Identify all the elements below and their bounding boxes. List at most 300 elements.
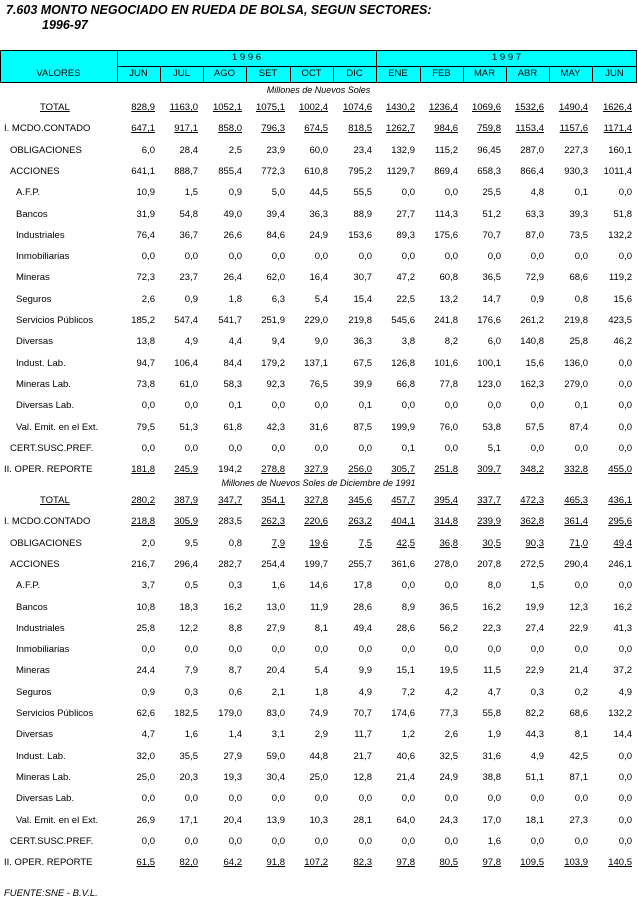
table-cell: 89,3 [396, 229, 415, 241]
table-cell: 3,1 [271, 729, 285, 741]
table-cell: 0,0 [574, 442, 588, 454]
table-cell: 0,0 [314, 793, 328, 805]
table-cell: 64,2 [223, 857, 242, 869]
table-cell: 55,8 [482, 708, 501, 719]
table-cell: 32,5 [439, 750, 458, 762]
table-cell: 0,0 [401, 793, 415, 805]
table-cell: 280,2 [131, 495, 155, 506]
table-cell: 229,0 [304, 315, 328, 326]
table-cell: 2,6 [141, 293, 155, 305]
table-cell: 0,0 [271, 251, 285, 263]
table-cell: 44,5 [309, 187, 328, 199]
table-cell: 36,3 [309, 208, 328, 220]
header-month: JUN [605, 68, 624, 79]
table-cell: 1,5 [530, 580, 544, 592]
table-cell: 361,4 [564, 516, 588, 528]
table-cell: 115,2 [434, 144, 458, 156]
table-cell: 14,4 [613, 729, 632, 741]
table-cell: 261,2 [520, 315, 544, 326]
table-cell: 869,4 [434, 165, 458, 177]
table-cell: 126,8 [391, 357, 415, 369]
table-cell: 296,4 [174, 558, 198, 570]
table-cell: 60,8 [439, 272, 458, 284]
table-cell: 858,0 [218, 123, 242, 135]
table-cell: 0,0 [487, 644, 501, 656]
table-cell: 28,4 [179, 144, 198, 156]
table-cell: 0,9 [228, 187, 242, 199]
table-cell: 4,9 [184, 336, 198, 348]
table-cell: 647,1 [131, 123, 155, 135]
table-cell: 239,9 [477, 516, 501, 528]
table-cell: 251,8 [434, 464, 458, 476]
row-label: Mineras [16, 272, 50, 284]
table-cell: 123,0 [477, 378, 501, 390]
table-cell: 0,0 [358, 793, 372, 805]
table-cell: 220,6 [304, 516, 328, 528]
table-cell: 855,4 [218, 165, 242, 177]
table-cell: 107,2 [304, 857, 328, 869]
table-cell: 87,4 [569, 421, 588, 433]
table-cell: 63,3 [525, 208, 544, 220]
table-cell: 0,0 [271, 442, 285, 454]
table-cell: 404,1 [391, 516, 415, 528]
table-cell: 13,9 [266, 814, 285, 826]
table-cell: 0,0 [228, 793, 242, 805]
table-cell: 0,0 [574, 835, 588, 847]
row-label: Mineras Lab. [16, 771, 71, 783]
table-cell: 2,0 [141, 537, 155, 549]
table-cell: 11,5 [483, 665, 501, 677]
table-cell: 5,4 [314, 293, 328, 305]
table-cell: 2,1 [271, 686, 285, 698]
row-label: Bancos [16, 208, 48, 220]
table-cell: 1,6 [184, 729, 198, 741]
row-label: Industriales [16, 622, 65, 634]
table-cell: 1,6 [487, 835, 501, 847]
table-cell: 68,6 [569, 708, 588, 719]
table-cell: 0,8 [228, 537, 242, 549]
table-cell: 0,0 [228, 442, 242, 454]
table-cell: 27,7 [396, 208, 415, 220]
page-subtitle: 1996-97 [42, 18, 88, 32]
table-cell: 0,0 [141, 793, 155, 805]
table-cell: 0,0 [314, 835, 328, 847]
table-cell: 436,1 [608, 495, 632, 506]
table-cell: 66,8 [396, 378, 415, 390]
row-label: Industriales [16, 229, 65, 241]
table-cell: 1,6 [271, 580, 285, 592]
table-cell: 4,7 [487, 686, 501, 698]
table-cell: 74,9 [309, 708, 328, 719]
table-cell: 23,4 [353, 144, 372, 156]
table-cell: 1430,2 [385, 102, 415, 113]
table-cell: 0,0 [271, 644, 285, 656]
table-cell: 82,3 [353, 857, 372, 869]
table-cell: 0,0 [271, 835, 285, 847]
table-cell: 97,8 [396, 857, 415, 869]
table-cell: 32,0 [136, 750, 155, 762]
table-cell: 11,9 [310, 601, 328, 613]
table-cell: 327,9 [304, 464, 328, 476]
table-cell: 24,4 [136, 665, 155, 677]
table-cell: 2,5 [228, 144, 242, 156]
table-cell: 49,4 [613, 537, 632, 549]
table-cell: 0,1 [228, 400, 242, 412]
table-cell: 22,9 [569, 622, 588, 634]
table-cell: 8,2 [444, 336, 458, 348]
table-cell: 256,0 [348, 464, 372, 476]
table-cell: 114,3 [434, 208, 458, 220]
table-cell: 255,7 [348, 558, 372, 570]
table-cell: 3,8 [401, 336, 415, 348]
table-cell: 0,0 [184, 251, 198, 263]
table-cell: 15,6 [525, 357, 544, 369]
row-label: A.F.P. [16, 187, 41, 199]
table-cell: 7,9 [184, 665, 198, 677]
table-cell: 287,0 [520, 144, 544, 156]
table-cell: 5,1 [487, 442, 501, 454]
table-cell: 26,6 [223, 229, 242, 241]
table-cell: 0,0 [444, 251, 458, 263]
table-cell: 0,0 [530, 400, 544, 412]
table-cell: 0,0 [618, 835, 632, 847]
table-cell: 16,2 [613, 601, 632, 613]
table-cell: 20,3 [179, 771, 198, 783]
table-cell: 1236,4 [428, 102, 458, 113]
table-cell: 24,9 [309, 229, 328, 241]
table-row [0, 294, 637, 308]
table-cell: 0,0 [618, 442, 632, 454]
table-cell: 185,2 [131, 315, 155, 326]
table-row [0, 251, 637, 265]
table-row [0, 400, 637, 414]
table-cell: 31,6 [482, 750, 501, 762]
table-cell: 387,9 [174, 495, 198, 506]
table-cell: 132,2 [608, 708, 632, 719]
table-cell: 246,1 [608, 558, 632, 570]
table-row [0, 623, 637, 637]
table-cell: 51,2 [482, 208, 501, 220]
row-label: OBLIGACIONES [10, 537, 82, 549]
table-cell: 21,4 [569, 665, 588, 677]
table-cell: 0,0 [530, 793, 544, 805]
header-month: MAR [473, 68, 496, 79]
table-cell: 0,9 [184, 293, 198, 305]
table-cell: 87,5 [353, 421, 372, 433]
table-cell: 31,9 [136, 208, 155, 220]
table-cell: 2,6 [444, 729, 458, 741]
table-cell: 96,45 [477, 144, 501, 156]
table-cell: 25,0 [136, 771, 155, 783]
table-cell: 0,0 [314, 400, 328, 412]
table-row [0, 336, 637, 350]
table-cell: 88,9 [353, 208, 372, 220]
header-valores: VALORES [36, 68, 81, 79]
table-cell: 24,3 [439, 814, 458, 826]
table-cell: 9,0 [314, 336, 328, 348]
table-cell: 0,0 [358, 442, 372, 454]
table-cell: 30,4 [266, 771, 285, 783]
table-cell: 465,3 [564, 495, 588, 506]
table-row [0, 815, 637, 829]
row-label: CERT.SUSC.PREF. [10, 442, 94, 454]
table-cell: 0,0 [184, 400, 198, 412]
table-cell: 0,0 [401, 187, 415, 199]
table-cell: 1490,4 [558, 102, 588, 113]
row-label: Mineras [16, 665, 50, 677]
table-row [0, 772, 637, 786]
table-cell: 11,7 [354, 729, 372, 741]
table-cell: 9,9 [358, 665, 372, 677]
table-cell: 1,4 [228, 729, 242, 741]
table-cell: 15,4 [353, 293, 372, 305]
table-cell: 36,8 [439, 537, 458, 549]
table-row [0, 166, 637, 180]
table-cell: 0,0 [574, 580, 588, 592]
table-cell: 27,9 [266, 622, 285, 634]
table-cell: 262,3 [261, 516, 285, 528]
table-cell: 641,1 [131, 165, 155, 177]
table-cell: 888,7 [174, 165, 198, 177]
table-cell: 162,3 [520, 378, 544, 390]
table-cell: 37,2 [613, 665, 632, 677]
table-row [0, 559, 637, 573]
table-cell: 1,9 [487, 729, 501, 741]
table-cell: 348,2 [520, 464, 544, 476]
table-cell: 22,5 [396, 293, 415, 305]
table-cell: 0,0 [530, 835, 544, 847]
table-cell: 295,6 [608, 516, 632, 528]
table-cell: 25,5 [482, 187, 501, 199]
table-cell: 0,0 [618, 421, 632, 433]
table-cell: 0,0 [444, 580, 458, 592]
table-cell: 199,7 [304, 558, 328, 570]
table-cell: 327,8 [304, 495, 328, 506]
table-cell: 70,7 [353, 708, 372, 719]
table-cell: 21,4 [396, 771, 415, 783]
table-cell: 1626,4 [602, 102, 632, 113]
table-row [0, 580, 637, 594]
table-cell: 0,0 [487, 400, 501, 412]
table-cell: 64,0 [396, 814, 415, 826]
row-label: Diversas [16, 729, 53, 741]
table-cell: 305,7 [391, 464, 415, 476]
page-title: 7.603 MONTO NEGOCIADO EN RUEDA DE BOLSA, SEGUN SECTORES: [6, 3, 432, 17]
table-cell: 0,5 [184, 580, 198, 592]
table-cell: 1532,6 [514, 102, 544, 113]
header-year-1997: 1 9 9 7 [491, 52, 522, 63]
table-row [0, 464, 637, 478]
table-cell: 0,0 [228, 835, 242, 847]
table-cell: 16,2 [223, 601, 242, 613]
table-cell: 263,2 [348, 516, 372, 528]
table-cell: 4,9 [618, 686, 632, 698]
table-row [0, 443, 637, 457]
table-cell: 0,0 [141, 251, 155, 263]
table-cell: 0,0 [401, 835, 415, 847]
table-cell: 8,7 [228, 665, 242, 677]
table-cell: 0,9 [530, 293, 544, 305]
table-cell: 17,8 [353, 580, 372, 592]
table-row [0, 379, 637, 393]
table-cell: 241,8 [434, 315, 458, 326]
table-cell: 119,2 [608, 272, 632, 284]
table-cell: 0,0 [141, 400, 155, 412]
table-cell: 10,8 [136, 601, 155, 613]
table-row [0, 644, 637, 658]
table-cell: 7,5 [358, 537, 372, 549]
table-cell: 1,8 [228, 293, 242, 305]
table-cell: 345,6 [348, 495, 372, 506]
table-cell: 72,9 [525, 272, 544, 284]
table-cell: 60,0 [309, 144, 328, 156]
table-cell: 0,0 [618, 644, 632, 656]
table-cell: 0,0 [271, 400, 285, 412]
row-label: I. MCDO.CONTADO [4, 516, 91, 528]
table-cell: 53,8 [482, 421, 501, 433]
table-cell: 1171,4 [603, 123, 632, 135]
row-label: CERT.SUSC.PREF. [10, 835, 94, 847]
table-cell: 4,9 [358, 686, 372, 698]
table-row [0, 708, 637, 722]
table-cell: 5,4 [314, 665, 328, 677]
table-cell: 658,3 [477, 165, 501, 177]
header-month: ABR [517, 68, 538, 79]
row-label: OBLIGACIONES [10, 144, 82, 156]
table-cell: 26,9 [136, 814, 155, 826]
table-cell: 16,4 [309, 272, 328, 284]
table-header [0, 50, 637, 83]
table-cell: 87,1 [569, 771, 588, 783]
table-cell: 70,7 [482, 229, 501, 241]
table-cell: 0,0 [444, 793, 458, 805]
table-cell: 49,0 [223, 208, 242, 220]
table-cell: 140,8 [520, 336, 544, 348]
row-label: ACCIONES [10, 165, 60, 177]
table-cell: 272,5 [520, 558, 544, 570]
table-cell: 76,0 [439, 421, 458, 433]
table-cell: 0,0 [314, 644, 328, 656]
table-cell: 42,3 [266, 421, 285, 433]
table-cell: 4,8 [530, 187, 544, 199]
table-cell: 62,6 [136, 708, 155, 719]
table-cell: 0,0 [401, 251, 415, 263]
table-cell: 0,0 [618, 793, 632, 805]
table-cell: 61,0 [179, 378, 198, 390]
table-cell: 361,6 [391, 558, 415, 570]
table-cell: 54,8 [179, 208, 198, 220]
table-cell: 0,0 [444, 644, 458, 656]
table-cell: 57,5 [525, 421, 544, 433]
table-cell: 23,9 [266, 144, 285, 156]
table-cell: 795,2 [348, 165, 372, 177]
table-cell: 132,2 [608, 229, 632, 241]
table-cell: 1,8 [314, 686, 328, 698]
table-cell: 20,4 [223, 814, 242, 826]
table-cell: 41,3 [613, 622, 632, 634]
table-cell: 109,5 [520, 857, 544, 869]
table-cell: 0,0 [444, 442, 458, 454]
table-cell: 44,3 [525, 729, 544, 741]
table-cell: 5,0 [271, 187, 285, 199]
table-cell: 0,0 [574, 251, 588, 263]
row-label: Seguros [16, 686, 52, 698]
table-cell: 16,2 [482, 601, 501, 613]
table-cell: 0,0 [574, 793, 588, 805]
table-cell: 77,8 [439, 378, 458, 390]
table-cell: 76,5 [309, 378, 328, 390]
table-cell: 59,0 [266, 750, 285, 762]
table-cell: 917,1 [174, 123, 198, 135]
table-cell: 0,0 [184, 835, 198, 847]
table-cell: 13,0 [266, 601, 285, 613]
table-cell: 8,8 [228, 622, 242, 634]
table-cell: 140,5 [608, 857, 632, 869]
table-cell: 219,8 [564, 315, 588, 326]
table-row [0, 836, 637, 850]
table-cell: 0,0 [444, 187, 458, 199]
table-cell: 1163,0 [169, 102, 198, 113]
table-cell: 8,9 [401, 601, 415, 613]
table-cell: 251,9 [261, 315, 285, 326]
table-cell: 362,8 [520, 516, 544, 528]
table-cell: 0,0 [487, 793, 501, 805]
table-cell: 8,0 [487, 580, 501, 592]
table-cell: 290,4 [564, 558, 588, 570]
table-cell: 27,9 [223, 750, 242, 762]
table-cell: 930,3 [564, 165, 588, 177]
table-cell: 347,7 [218, 495, 242, 506]
table-cell: 0,0 [228, 251, 242, 263]
table-cell: 71,0 [569, 537, 588, 549]
table-cell: 72,3 [136, 272, 155, 284]
table-cell: 0,1 [574, 400, 588, 412]
table-cell: 27,4 [525, 622, 544, 634]
table-cell: 0,0 [574, 644, 588, 656]
table-cell: 10,9 [136, 187, 155, 199]
table-cell: 0,0 [141, 442, 155, 454]
table-cell: 0,3 [530, 686, 544, 698]
table-cell: 36,3 [353, 336, 372, 348]
table-cell: 94,7 [136, 357, 155, 369]
table-cell: 14,6 [309, 580, 328, 592]
table-cell: 39,3 [569, 208, 588, 220]
table-cell: 0,0 [271, 793, 285, 805]
header-month: ENE [388, 68, 408, 79]
table-cell: 76,4 [136, 229, 155, 241]
table-row [0, 102, 637, 116]
table-cell: 541,7 [218, 315, 242, 326]
table-cell: 227,3 [564, 144, 588, 156]
table-cell: 137,1 [304, 357, 328, 369]
table-cell: 610,8 [304, 165, 328, 177]
table-cell: 0,0 [228, 644, 242, 656]
table-row [0, 751, 637, 765]
table-cell: 354,1 [261, 495, 285, 506]
table-cell: 36,5 [482, 272, 501, 284]
table-cell: 0,0 [530, 442, 544, 454]
row-label: TOTAL [40, 495, 70, 506]
table-cell: 42,5 [396, 537, 415, 549]
table-cell: 772,3 [261, 165, 285, 177]
table-cell: 49,4 [353, 622, 372, 634]
table-row [0, 495, 637, 509]
table-cell: 1011,4 [603, 165, 632, 177]
table-cell: 0,0 [358, 251, 372, 263]
table-cell: 818,5 [348, 123, 372, 135]
table-cell: 547,4 [174, 315, 198, 326]
table-row [0, 145, 637, 159]
